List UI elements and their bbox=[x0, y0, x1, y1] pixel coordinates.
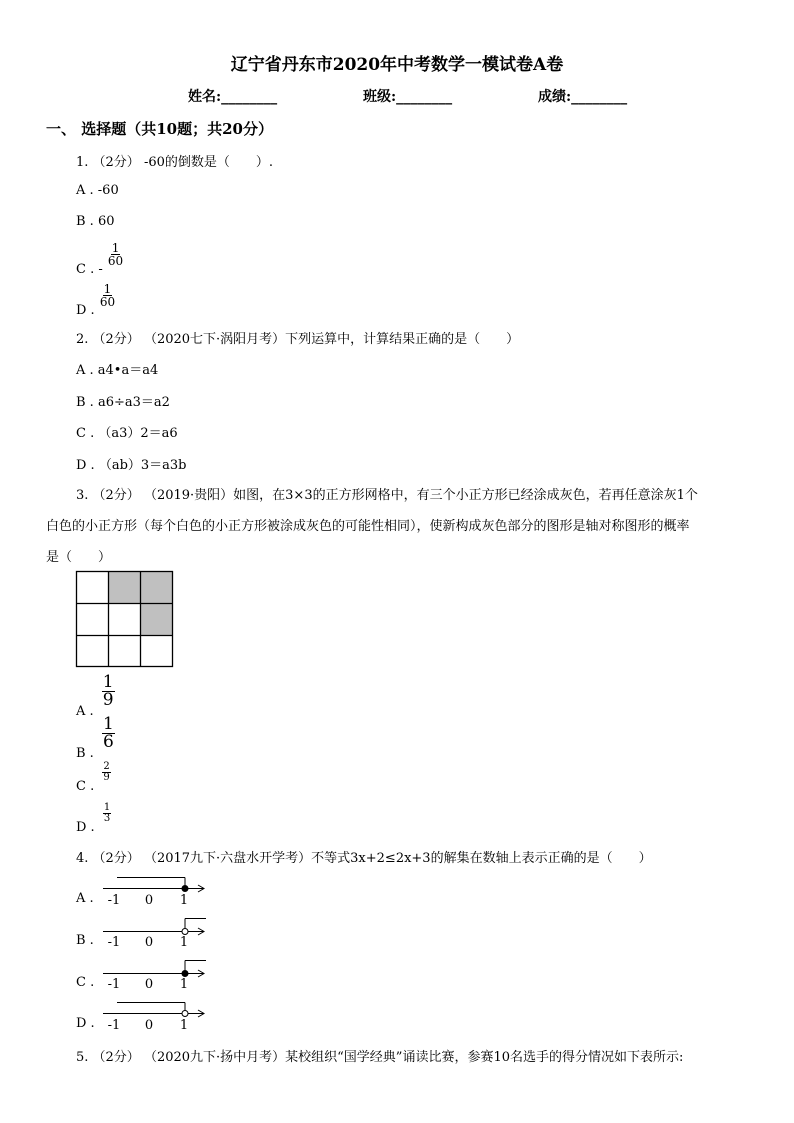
q3-option-a-fraction bbox=[102, 674, 115, 709]
q4-number-line-d bbox=[100, 998, 210, 1032]
question-5: 5. （2分） （2020九下·扬中月考）某校组织“国学经典”诵读比赛，参赛10名选手的得分情况如下表所示: bbox=[76, 1050, 684, 1065]
fraction-denominator: 60 bbox=[107, 254, 124, 268]
tick-label: 1 bbox=[179, 935, 189, 950]
q4-option-c-label: C . bbox=[76, 975, 95, 990]
fraction-denominator: 6 bbox=[102, 732, 114, 752]
tick-label: 1 bbox=[179, 893, 189, 908]
q3-option-d bbox=[76, 802, 111, 835]
q3-option-d-prefix: D . bbox=[76, 820, 95, 835]
gray-cell bbox=[108, 572, 140, 604]
q4-number-line-c bbox=[100, 957, 210, 991]
question-1: 1. （2分） -60的倒数是（ ）. bbox=[76, 155, 274, 170]
q3-option-c-fraction bbox=[102, 762, 110, 783]
q4-number-line-a bbox=[100, 873, 210, 907]
tick-label: 0 bbox=[144, 1018, 154, 1033]
tick-label: -1 bbox=[107, 977, 121, 992]
tick-label: -1 bbox=[107, 893, 121, 908]
q3-option-b-fraction bbox=[102, 716, 115, 751]
tick-label: 0 bbox=[144, 935, 154, 950]
question-2: 2. （2分） （2020七下·涡阳月考）下列运算中，计算结果正确的是（ ） bbox=[76, 332, 520, 347]
q3-option-c bbox=[76, 761, 111, 794]
q4-option-a-label: A . bbox=[76, 891, 94, 906]
q3-option-d-fraction bbox=[103, 803, 111, 824]
closed-dot bbox=[182, 886, 188, 892]
q1-option-d-fraction bbox=[99, 283, 116, 308]
tick-label: -1 bbox=[107, 1018, 121, 1033]
q1-option-c-fraction bbox=[107, 242, 124, 267]
grid-figure bbox=[76, 571, 174, 668]
q1-option-d bbox=[76, 282, 116, 318]
q3-option-b-prefix: B . bbox=[76, 746, 94, 761]
q1-option-c-prefix: C . - bbox=[76, 262, 103, 277]
q3-option-a bbox=[76, 672, 115, 719]
fraction-numerator: 1 bbox=[103, 802, 111, 813]
q1-option-b: B . 60 bbox=[76, 214, 115, 229]
fraction-denominator: 9 bbox=[103, 772, 110, 783]
gray-cell bbox=[140, 604, 173, 636]
question-3-line-3: 是（ ） bbox=[46, 550, 112, 565]
q2-option-a: A . a4•a＝a4 bbox=[76, 363, 159, 378]
fraction-numerator: 2 bbox=[103, 761, 110, 772]
q3-option-c-prefix: C . bbox=[76, 779, 95, 794]
fraction-denominator: 60 bbox=[99, 295, 116, 309]
name-field: 姓名:________ bbox=[188, 89, 278, 105]
closed-dot bbox=[182, 971, 188, 977]
q1-option-c bbox=[76, 241, 124, 277]
tick-label: 1 bbox=[179, 1018, 189, 1033]
question-3-line-1: 3. （2分） （2019·贵阳）如图，在3×3的正方形网格中，有三个小正方形已经涂成灰色，若再任意涂灰1个 bbox=[76, 488, 698, 503]
fraction-denominator: 9 bbox=[102, 690, 114, 710]
q4-option-b-label: B . bbox=[76, 933, 94, 948]
tick-label: -1 bbox=[107, 935, 121, 950]
section-heading: 一、 选择题（共10题；共20分） bbox=[46, 120, 273, 138]
tick-label: 0 bbox=[144, 893, 154, 908]
q1-option-d-prefix: D . bbox=[76, 303, 95, 318]
class-field: 班级:________ bbox=[363, 89, 453, 105]
q4-number-line-b bbox=[100, 915, 210, 949]
q2-option-b: B . a6÷a3＝a2 bbox=[76, 395, 170, 410]
gray-cell bbox=[140, 572, 173, 604]
tick-label: 0 bbox=[144, 977, 154, 992]
q3-option-b bbox=[76, 714, 115, 761]
fraction-numerator: 1 bbox=[103, 282, 112, 296]
page-title: 辽宁省丹东市2020年中考数学一模试卷A卷 bbox=[230, 55, 564, 75]
open-dot bbox=[182, 929, 188, 935]
fraction-denominator: 3 bbox=[103, 813, 111, 824]
q2-option-c: C . （a3）2＝a6 bbox=[76, 426, 178, 441]
open-dot bbox=[182, 1011, 188, 1017]
question-3-line-2: 白色的小正方形（每个白色的小正方形被涂成灰色的可能性相同），使新构成灰色部分的图形是轴对称图形的概率 bbox=[46, 519, 690, 534]
score-field: 成绩:________ bbox=[538, 89, 628, 105]
q3-option-a-prefix: A . bbox=[76, 704, 94, 719]
tick-label: 1 bbox=[179, 977, 189, 992]
q1-option-a: A . -60 bbox=[76, 183, 119, 198]
fraction-numerator: 1 bbox=[102, 672, 114, 692]
fraction-numerator: 1 bbox=[111, 241, 120, 255]
q4-option-d-label: D . bbox=[76, 1016, 95, 1031]
q2-option-d: D . （ab）3＝a3b bbox=[76, 458, 187, 473]
question-4: 4. （2分） （2017九下·六盘水开学考）不等式3x+2≤2x+3的解集在数轴上表示正确的是（ ） bbox=[76, 851, 652, 866]
fraction-numerator: 1 bbox=[102, 714, 114, 734]
